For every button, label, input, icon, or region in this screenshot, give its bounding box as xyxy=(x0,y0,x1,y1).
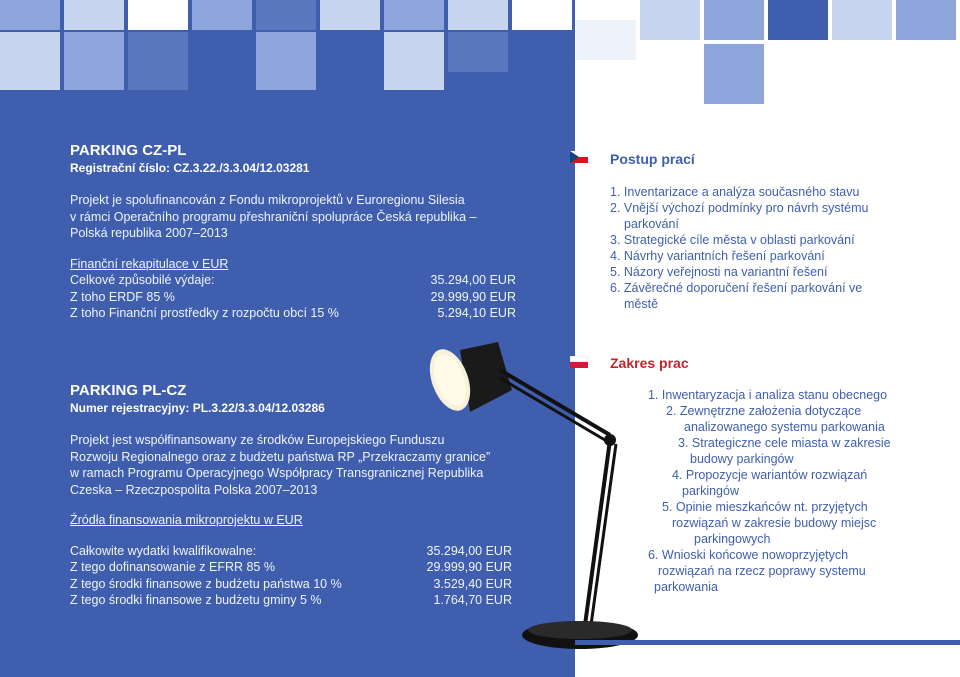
list-item: budowy parkingów xyxy=(690,452,794,466)
list-item: analizowanego systemu parkowania xyxy=(684,420,885,434)
postup-list xyxy=(610,184,940,312)
list-item: městě xyxy=(624,297,659,311)
pl-finance-heading: Źródła finansowania mikroprojektu w EUR xyxy=(70,513,303,527)
list-item: 2. Vnější výchozí podmínky pro návrh systému xyxy=(610,201,869,215)
desk-lamp-illustration xyxy=(420,340,640,660)
pl-registration: Numer rejestracyjny: PL.3.22/3.3.04/12.03286 xyxy=(70,401,325,415)
postup-heading: Postup prací xyxy=(610,151,695,167)
pl-title: PARKING PL-CZ xyxy=(70,382,187,399)
finance-row: Z toho Finanční prostředky z rozpočtu obcí 15 % 5.294,10 EUR xyxy=(70,306,516,320)
cz-registration: Registrační číslo: CZ.3.22./3.3.04/12.03281 xyxy=(70,161,310,175)
list-item: 5. Názory veřejnosti na variantní řešení xyxy=(610,265,828,279)
list-item: 3. Strategiczne cele miasta w zakresie xyxy=(678,436,891,450)
list-item: 4. Propozycje wariantów rozwiązań xyxy=(672,468,868,482)
list-item: 2. Zewnętrzne założenia dotyczące xyxy=(666,404,862,418)
list-item: rozwiązań na rzecz poprawy systemu xyxy=(658,564,866,578)
finance-row: Z toho ERDF 85 % 29.999,90 EUR xyxy=(70,289,516,304)
list-item: 6. Závěrečné doporučení řešení parkování ve xyxy=(610,281,863,295)
list-item: parkování xyxy=(624,217,679,231)
cz-finance-heading: Finanční rekapitulace v EUR xyxy=(70,256,229,271)
list-item: 3. Strategické cíle města v oblasti parkování xyxy=(610,233,855,247)
list-item: 4. Návrhy variantních řešení parkování xyxy=(610,249,825,263)
list-item: parkingów xyxy=(682,484,739,498)
finance-row: Celkové způsobilé výdaje: 35.294,00 EUR xyxy=(70,273,516,287)
zakres-list xyxy=(648,387,948,595)
finance-row: Z tego dofinansowanie z EFRR 85 % 29.999,90 EUR xyxy=(70,560,512,574)
pl-description: Projekt jest współfinansowany ze środków Europejskiego Funduszu Rozwoju Regionalnego oraz z budżetu państwa RP „Przekraczamy granice” w ramach Programu Operacyjnego Współpracy Transgranicznej Republika Czeska – Rzeczpospolita Polska 2007–2013 xyxy=(70,433,491,497)
cz-section xyxy=(70,142,520,322)
finance-row: Z tego środki finansowe z budżetu państwa 10 % 3.529,40 EUR xyxy=(70,576,512,591)
list-item: 1. Inventarizace a analýza současného stavu xyxy=(610,185,860,199)
list-item: parkingowych xyxy=(694,532,771,546)
cz-finance-table xyxy=(70,272,516,322)
finance-row: Z tego środki finansowe z budżetu gminy 5 % 1.764,70 EUR xyxy=(70,593,512,607)
czech-flag-icon xyxy=(570,151,588,163)
list-item: parkowania xyxy=(654,580,718,594)
finance-row: Całkowite wydatki kwalifikowalne: 35.294,00 EUR xyxy=(70,543,512,558)
bottom-rule xyxy=(575,640,960,645)
list-item: 5. Opinie mieszkańców nt. przyjętych xyxy=(662,500,868,514)
list-item: rozwiązań w zakresie budowy miejsc xyxy=(672,516,877,530)
cz-title: PARKING CZ-PL xyxy=(70,142,187,159)
cz-description: Projekt je spolufinancován z Fondu mikroprojektů v Euroregionu Silesia v rámci Operačního programu přeshraniční spolupráce Česká republika – Polská republika 2007–2013 xyxy=(70,193,477,240)
list-item: 1. Inwentaryzacja i analiza stanu obecnego xyxy=(648,388,888,402)
list-item: 6. Wnioski końcowe nowoprzyjętych xyxy=(648,548,849,562)
zakres-heading: Zakres prac xyxy=(610,355,689,371)
